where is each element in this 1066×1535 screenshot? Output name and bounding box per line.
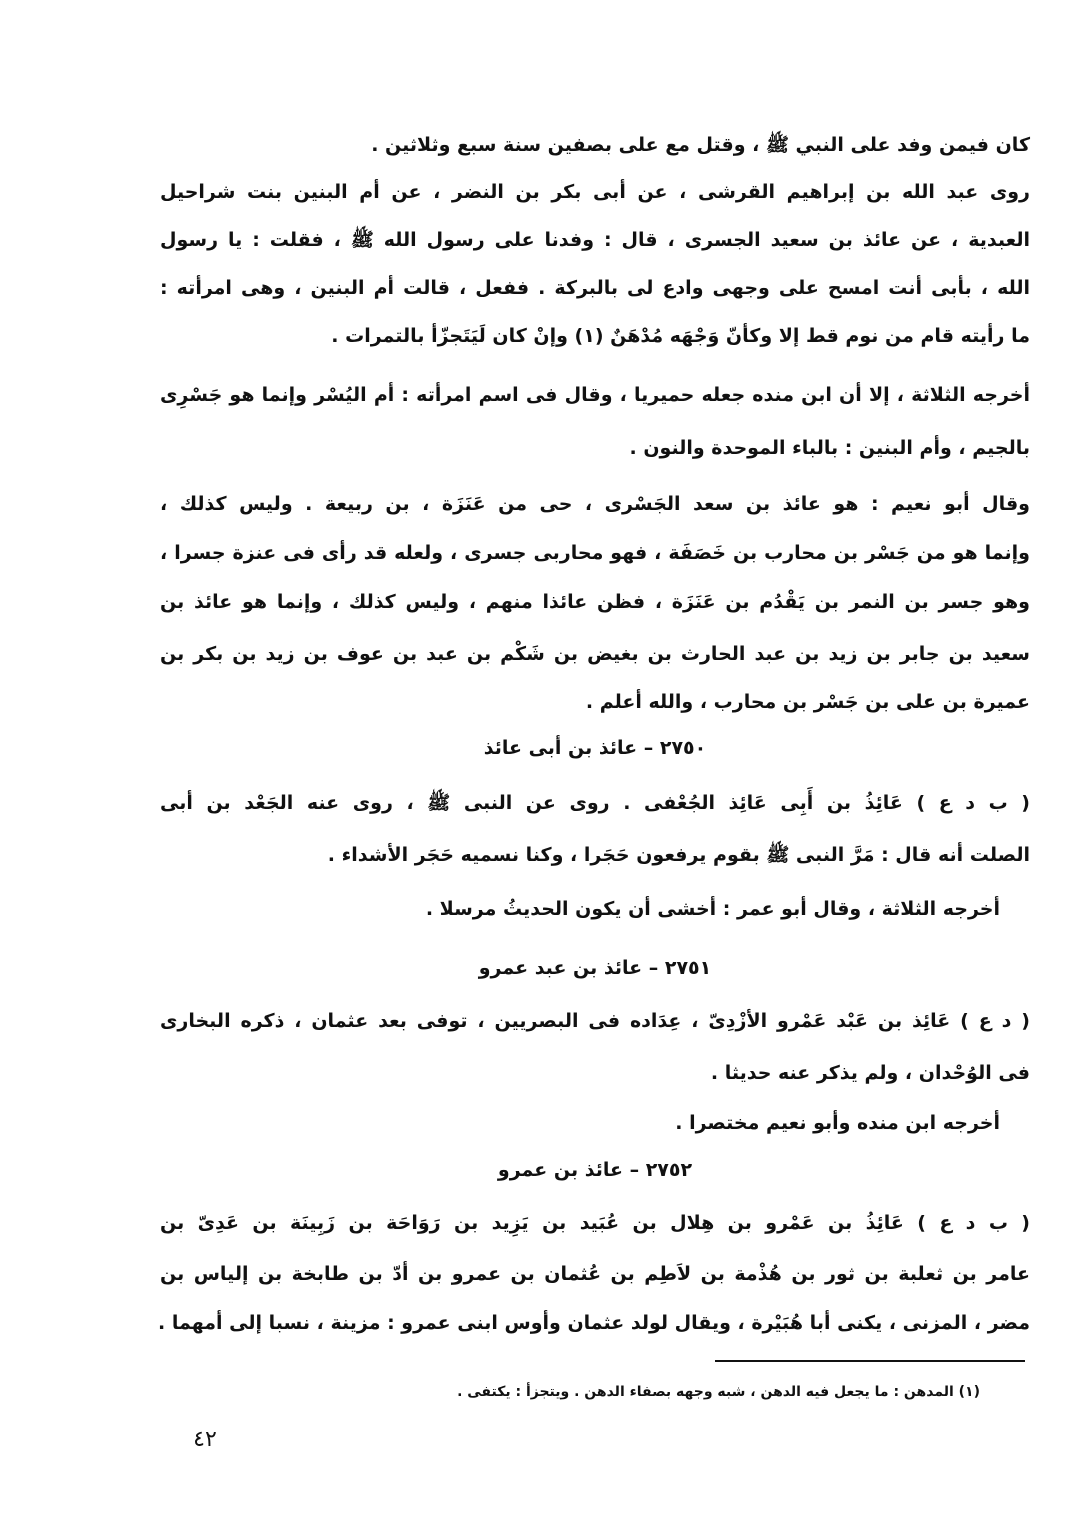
footnote-divider	[715, 1360, 1025, 1362]
text-line: فى الوُحْدان ، ولم يذكر عنه حديثا .	[710, 1062, 1030, 1084]
text-line: سعيد بن جابر بن زيد بن عبد الحارث بن بغيض بن شَكْم بن عبد بن عوف بن زيد بن بكر بن	[160, 643, 1030, 665]
text-line: الصلت أنه قال : مَرَّ النبى ﷺ بقوم يرفعون حَجَرا ، وكنا نسميه حَجَر الأشداء .	[327, 844, 1030, 866]
text-line: وإنما هو من جَسْر بن محارب بن خَصَفَة ، فهو محاربى جسرى ، ولعله قد رأى فى عنزة جسرا ،	[160, 542, 1030, 564]
text-line: ما رأيته قام من نوم قط إلا وكأنّ وَجْهَه مُدْهَنٌ (١) وإنْ كان لَيَتَجزّأ بالتمرات .	[331, 325, 1030, 347]
text-line: بالجيم ، وأم البنين : بالباء الموحدة والنون .	[629, 437, 1030, 459]
page-number: ٤٢	[193, 1427, 217, 1452]
text-line: عميرة بن على بن جَسْر بن محارب ، والله أعلم .	[585, 691, 1030, 713]
text-line: العبدية ، عن عائذ بن سعيد الجسرى ، قال : وفدنا على رسول الله ﷺ ، فقلت : يا رسول	[160, 229, 1030, 251]
text-line: وهو جسر بن النمر بن يَقْدُم بن عَنَزَة ، فظن عائذا منهم ، وليس كذلك ، وإنما هو عائذ بن	[160, 591, 1030, 613]
text-line: ( د ع ) عَائِذ بن عَبْد عَمْرو الأزْدِىّ ، عِدَاده فى البصريين ، توفى بعد عثمان ، ذكره البخارى	[160, 1010, 1030, 1032]
text-line: ( ب د ع ) عَائِذُ بن عَمْرو بن هِلال بن عُبَيد بن يَزِيد بن رَوَاحَة بن زَبِينَة بن عَدِىّ بن	[160, 1212, 1030, 1234]
text-line: الله ، بأبى أنت امسح على وجهى وادع لى بالبركة . ففعل ، قالت أم البنين ، وهى امرأته :	[160, 277, 1030, 299]
text-line: عامر بن ثعلبة بن ثور بن هُذْمة بن لاَطِم بن عُثمان بن عمرو بن أدّ بن طابخة بن إلياس بن	[160, 1263, 1030, 1285]
text-line: ( ب د ع ) عَائِذُ بن أَبِى عَائِذ الجُعْفى . روى عن النبى ﷺ ، روى عنه الجَعْد بن أبى	[160, 792, 1030, 814]
entry-heading: ٢٧٥٠ – عائذ بن أبى عائذ	[483, 737, 707, 759]
entry-heading: ٢٧٥١ – عائذ بن عبد عمرو	[478, 957, 712, 979]
text-line: مضر ، المزنى ، يكنى أبا هُبَيْرة ، ويقال لولد عثمان وأوس ابنى عمرو : مزينة ، نسبا إلى أمهما .	[158, 1312, 1030, 1334]
footnote: (١) المدهن : ما يجعل فيه الدهن ، شبه وجهه بصفاء الدهن . ويتجزأ : يكتفى .	[457, 1384, 980, 1400]
text-line: أخرجه الثلاثة ، وقال أبو عمر : أخشى أن يكون الحديثُ مرسلا .	[425, 898, 1000, 920]
text-line: وقال أبو نعيم : هو عائذ بن سعد الجَسْرى ، حى من عَنَزَة ، بن ربيعة . وليس كذلك ،	[160, 493, 1030, 515]
entry-heading: ٢٧٥٢ – عائذ بن عمرو	[497, 1159, 693, 1181]
text-line: أخرجه الثلاثة ، إلا أن ابن منده جعله حميريا ، وقال فى اسم امرأته : أم اليُسْر وإنما هو جَسْرِى	[160, 384, 1030, 406]
text-line: روى عبد الله بن إبراهيم القرشى ، عن أبى بكر بن النضر ، عن أم البنين بنت شراحيل	[160, 181, 1030, 203]
text-line: كان فيمن وفد على النبي ﷺ ، وقتل مع على بصفين سنة سبع وثلاثين .	[371, 134, 1030, 156]
text-line: أخرجه ابن منده وأبو نعيم مختصرا .	[675, 1112, 1000, 1134]
